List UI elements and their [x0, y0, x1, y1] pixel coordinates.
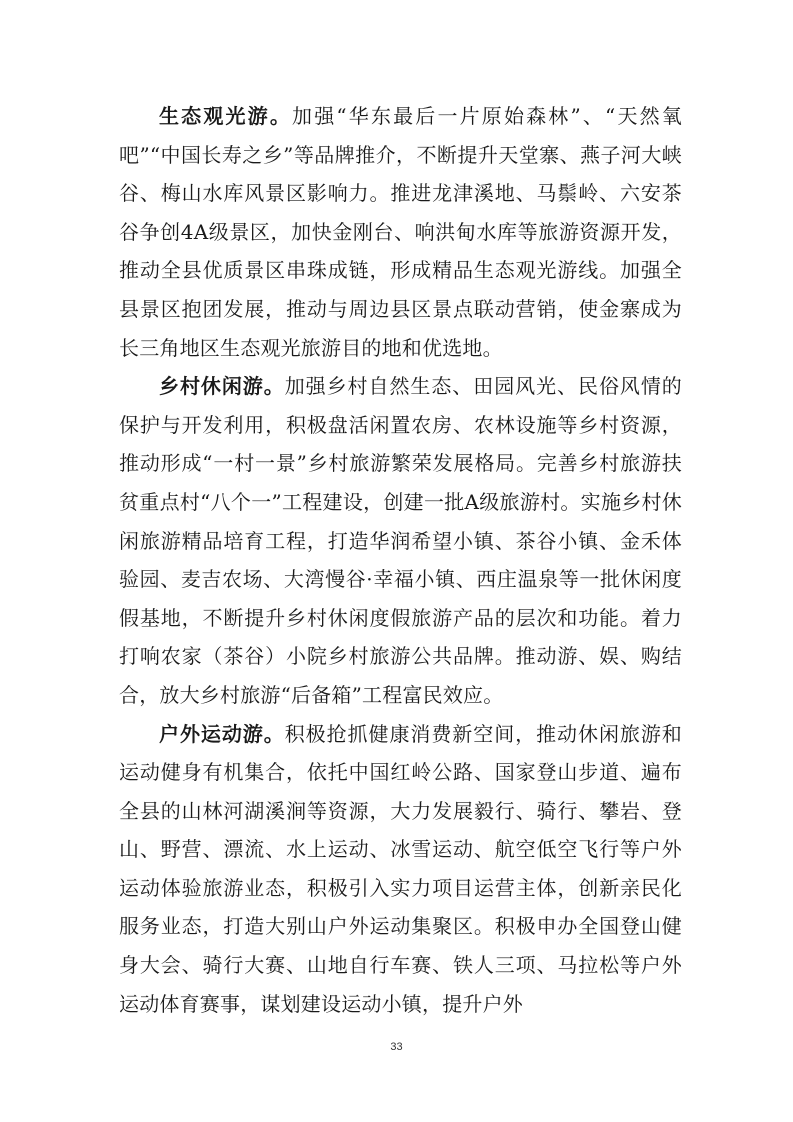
paragraph-heading: 户外运动游。: [159, 721, 285, 746]
paragraph-text: 加强乡村自然生态、田园风光、民俗风情的保护与开发利用，积极盘活闲置农房、农林设施等乡村资源，推动形成“一村一景”乡村旅游繁荣发展格局。完善乡村旅游扶贫重点村“八个一”工程建设，创建一批A级旅游村。实施乡村休闲旅游精品培育工程，打造华润希望小镇、茶谷小镇、金禾体验园、麦吉农场、大湾慢谷·幸福小镇、西庄温泉等一批休闲度假基地，不断提升乡村休闲度假旅游产品的层次和功能。着力打响农家（茶谷）小院乡村旅游公共品牌。推动游、娱、购结合，放大乡村旅游“后备箱”工程富民效应。: [119, 374, 682, 707]
paragraph-eco-tourism: [119, 97, 682, 367]
paragraph-text: 积极抢抓健康消费新空间，推动休闲旅游和运动健身有机集合，依托中国红岭公路、国家登山步道、遍布全县的山林河湖溪涧等资源，大力发展毅行、骑行、攀岩、登山、野营、漂流、水上运动、冰雪运动、航空低空飞行等户外运动体验旅游业态，积极引入实力项目运营主体，创新亲民化服务业态，打造大别山户外运动集聚区。积极申办全国登山健身大会、骑行大赛、山地自行车赛、铁人三项、马拉松等户外运动体育赛事，谋划建设运动小镇，提升户外: [119, 721, 682, 1016]
paragraph-text: 加强“华东最后一片原始森林”、“天然氧吧”“中国长寿之乡”等品牌推介，不断提升天堂寨、燕子河大峡谷、梅山水库风景区影响力。推进龙津溪地、马鬃岭、六安茶谷争创4A级景区，加快金刚台、响洪甸水库等旅游资源开发，推动全县优质景区串珠成链，形成精品生态观光游线。加强全县景区抱团发展，推动与周边县区景点联动营销，使金寨成为长三角地区生态观光旅游目的地和优选地。: [119, 104, 682, 360]
page-number: 33: [390, 1041, 403, 1053]
paragraph-heading: 乡村休闲游。: [159, 374, 285, 399]
paragraph-rural-tourism: [119, 367, 682, 714]
paragraph-heading: 生态观光游。: [159, 104, 293, 128]
body-text: [119, 97, 682, 1023]
paragraph-outdoor-tourism: [119, 715, 682, 1024]
